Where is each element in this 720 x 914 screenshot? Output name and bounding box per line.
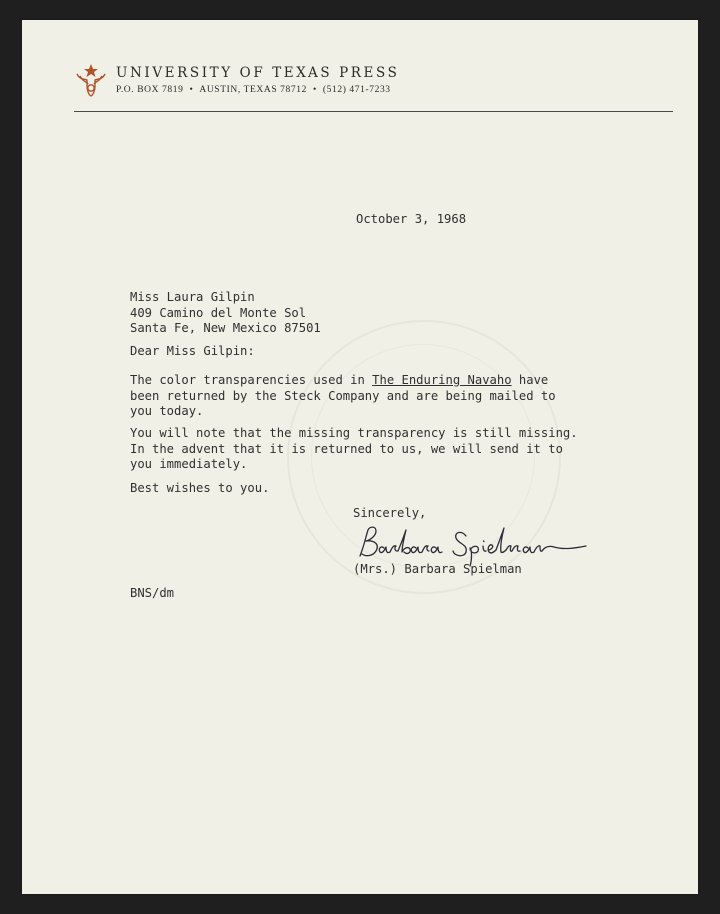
recipient-city: Santa Fe, New Mexico 87501 <box>130 321 321 335</box>
po-box: P.O. BOX 7819 <box>116 85 184 95</box>
paragraph-2-line-1: You will note that the missing transparency is still missing. <box>130 426 578 440</box>
letter-page <box>22 20 698 894</box>
paragraph-1-line-2: been returned by the Steck Company and are being mailed to <box>130 388 556 403</box>
typed-signer-name: (Mrs.) Barbara Spielman <box>353 562 522 576</box>
publisher-address <box>116 85 391 95</box>
complimentary-close: Sincerely, <box>353 506 427 520</box>
paragraph-1-line-1: The color transparencies used in The Enduring Navaho have <box>130 373 549 387</box>
city-state-zip: AUSTIN, TEXAS 78712 <box>199 85 307 95</box>
book-title: The Enduring Navaho <box>372 373 512 387</box>
publisher-name: UNIVERSITY OF TEXAS PRESS <box>116 65 400 81</box>
closing-wish: Best wishes to you. <box>130 481 270 495</box>
recipient-name: Miss Laura Gilpin <box>130 290 255 304</box>
separator-dot: • <box>189 85 194 95</box>
recipient-street: 409 Camino del Monte Sol <box>130 305 307 320</box>
phone-number: (512) 471-7233 <box>322 85 391 95</box>
handwritten-signature <box>354 520 604 568</box>
paragraph-2-line-3: you immediately. <box>130 457 248 471</box>
letterhead-divider <box>74 111 673 112</box>
paragraph-1-line-3: you today. <box>130 404 204 418</box>
salutation: Dear Miss Gilpin: <box>130 344 255 358</box>
paragraph-2-line-2: In the advent that it is returned to us, we will send it to <box>130 441 563 456</box>
reference-initials: BNS/dm <box>130 586 175 600</box>
letter-date: October 3, 1968 <box>356 212 467 226</box>
separator-dot: • <box>312 85 317 95</box>
longhorn-star-logo-icon <box>74 62 108 98</box>
